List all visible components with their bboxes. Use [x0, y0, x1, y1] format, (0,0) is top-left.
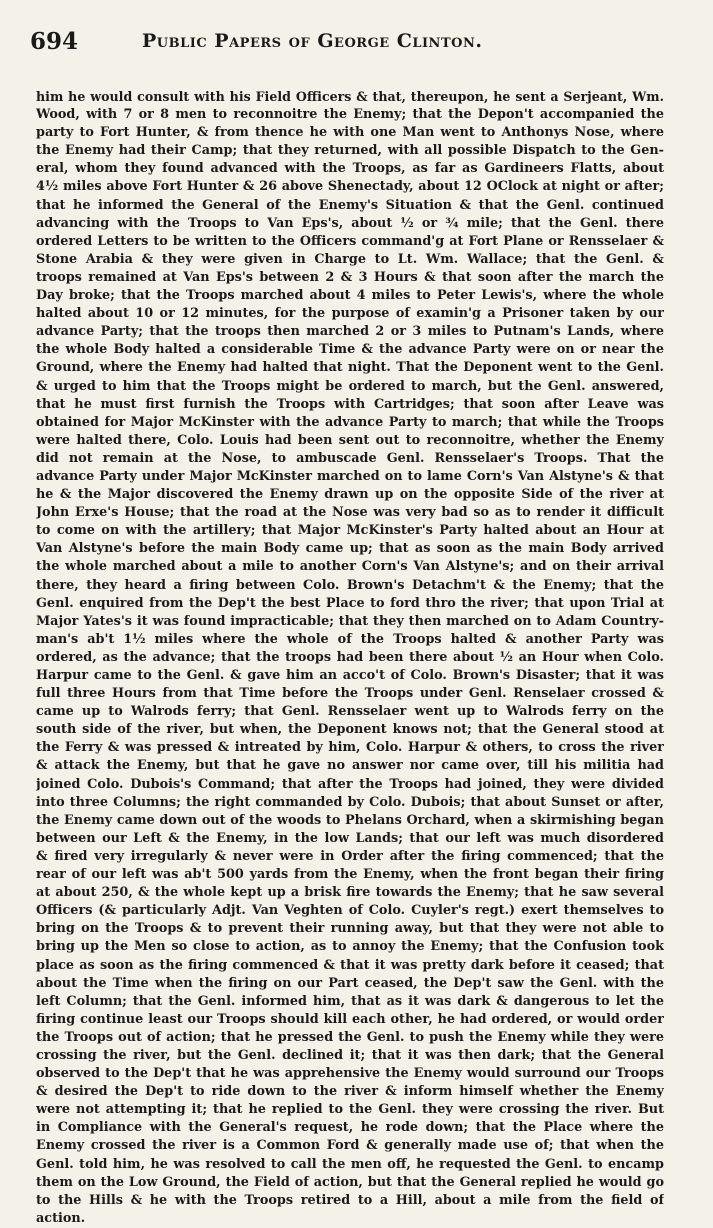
text-line: troops remained at Van Eps's between 2 & 3 Hours & that soon after the march the	[36, 269, 664, 285]
text-line: the Enemy had their Camp; that they returned, with all possible Dispatch to the Gen-	[36, 143, 664, 159]
text-line: firing continue least our Troops should kill each other, he had ordered, or would order	[36, 1011, 664, 1027]
text-line: were not attempting it; that he replied to the Genl. they were crossing the river. But	[36, 1102, 664, 1118]
text-line: the Enemy came down out of the woods to Phelans Orchard, when a skirmishing began	[36, 812, 664, 828]
text-line: halted about 10 or 12 minutes, for the purpose of examin'g a Prisoner taken by our	[36, 306, 664, 322]
text-line: ordered Letters to be written to the Officers command'g at Fort Plane or Rensselaer &	[36, 233, 664, 249]
text-line: Stone Arabia & they were given in Charge to Lt. Wm. Wallace; that the Genl. &	[36, 251, 664, 267]
text-line: advancing with the Troops to Van Eps's, about ½ or ¾ mile; that the Genl. there	[36, 215, 664, 231]
text-line: were halted there, Colo. Louis had been sent out to reconnoitre, whether the Enemy	[36, 432, 664, 448]
text-line: Day broke; that the Troops marched about 4 miles to Peter Lewis's, where the whole	[36, 288, 664, 304]
text-line: action.	[36, 1210, 86, 1226]
text-line: left Column; that the Genl. informed him, that as it was dark & dangerous to let the	[36, 993, 664, 1009]
text-line: to the Hills & he with the Troops retired to a Hill, about a mile from the field of	[36, 1192, 664, 1208]
text-line: Van Alstyne's before the main Body came up; that as soon as the main Body arrived	[36, 541, 664, 557]
text-line: there, they heard a firing between Colo. Brown's Detachm't & the Enemy; that the	[36, 577, 664, 593]
text-line: he & the Major discovered the Enemy drawn up on the opposite Side of the river at	[36, 487, 664, 503]
text-line: ordered, as the advance; that the troops had been there about ½ an Hour when Colo.	[36, 649, 664, 665]
text-line: Major Yates's it was found impracticable; that they then marched on to Adam Country-	[36, 613, 664, 629]
text-line: & attack the Enemy, but that he gave no answer nor came over, till his militia had	[36, 758, 664, 774]
running-head: Public Papers of George Clinton.	[142, 30, 483, 52]
text-line: advance Party; that the troops then marched 2 or 3 miles to Putnam's Lands, where	[36, 324, 664, 340]
text-line: the Troops out of action; that he pressed the Genl. to push the Enemy while they were	[36, 1029, 664, 1045]
text-line: him he would consult with his Field Officers & that, thereupon, he sent a Serjeant, Wm.	[36, 89, 664, 104]
text-line: man's ab't 1½ miles where the whole of the Troops halted & another Party was	[36, 631, 664, 647]
text-line: eral, whom they found advanced with the Troops, as far as Gardineers Flatts, about	[36, 161, 664, 177]
text-line: & fired very irregularly & never were in Order after the firing commenced; that the	[36, 848, 664, 864]
text-line: & desired the Dep't to ride down to the river & inform himself whether the Enemy	[36, 1084, 664, 1100]
text-line: in Compliance with the General's request, he rode down; that the Place where the	[36, 1120, 664, 1136]
page-number: 694	[30, 28, 79, 55]
text-line: that he informed the General of the Enemy's Situation & that the Genl. continued	[36, 197, 664, 213]
text-line: them on the Low Ground, the Field of action, but that the General replied he would go	[36, 1174, 664, 1190]
text-line: the Ferry & was pressed & intreated by him, Colo. Harpur & others, to cross the river	[36, 740, 664, 756]
text-line: did not remain at the Nose, to ambuscade Genl. Rensselaer's Troops. That the	[36, 450, 664, 466]
text-line: party to Fort Hunter, & from thence he with one Man went to Anthonys Nose, where	[36, 125, 664, 141]
text-line: advance Party under Major McKinster marched on to lame Corn's Van Alstyne's & that	[36, 468, 664, 484]
text-line: observed to the Dep't that he was apprehensive the Enemy would surround our Troops	[36, 1066, 664, 1082]
text-line: & urged to him that the Troops might be ordered to march, but the Genl. answered,	[36, 378, 664, 394]
body-text	[36, 88, 664, 1228]
text-line: into three Columns; the right commanded by Colo. Dubois; that about Sunset or after,	[36, 794, 664, 810]
text-line: John Erxe's House; that the road at the Nose was very bad so as to render it difficult	[36, 505, 664, 521]
text-line: that he must first furnish the Troops with Cartridges; that soon after Leave was	[36, 396, 664, 412]
text-line: full three Hours from that Time before the Troops under Genl. Renselaer crossed &	[36, 686, 664, 702]
text-line: joined Colo. Dubois's Command; that after the Troops had joined, they were divided	[36, 776, 664, 792]
text-line: bring up the Men so close to action, as to annoy the Enemy; that the Confusion took	[36, 939, 664, 955]
text-line: came up to Walrods ferry; that Genl. Rensselaer went up to Walrods ferry on the	[36, 704, 664, 720]
text-line: the whole marched about a mile to another Corn's Van Alstyne's; and on their arrival	[36, 559, 664, 575]
text-line: between our Left & the Enemy, in the low Lands; that our left was much disordered	[36, 830, 664, 846]
text-line: the whole Body halted a considerable Time & the advance Party were on or near the	[36, 342, 664, 358]
text-line: obtained for Major McKinster with the advance Party to march; that while the Troops	[36, 414, 664, 430]
page-header	[30, 28, 683, 64]
text-line: Enemy crossed the river is a Common Ford & generally made use of; that when the	[36, 1138, 664, 1154]
text-line: Harpur came to the Genl. & gave him an acco't of Colo. Brown's Disaster; that it was	[36, 668, 664, 683]
text-line: Genl. told him, he was resolved to call the men off, he requested the Genl. to encamp	[36, 1156, 664, 1172]
text-line: 4½ miles above Fort Hunter & 26 above Shenectady, about 12 OClock at night or after;	[36, 179, 664, 195]
text-line: Wood, with 7 or 8 men to reconnoitre the Enemy; that the Depon't accompanied the	[36, 107, 664, 123]
text-line: bring on the Troops & to prevent their running away, but that they were not able to	[36, 921, 664, 937]
text-line: at about 250, & the whole kept up a brisk fire towards the Enemy; that he saw several	[36, 885, 664, 901]
text-line: Officers (& particularly Adjt. Van Veghten of Colo. Cuyler's regt.) exert themselves to	[36, 903, 664, 919]
text-line: Ground, where the Enemy had halted that night. That the Deponent went to the Genl.	[36, 360, 664, 376]
text-line: rear of our left was ab't 500 yards from the Enemy, when the front began their firing	[36, 867, 664, 883]
text-line: about the Time when the firing on our Part ceased, the Dep't saw the Genl. with the	[36, 975, 664, 991]
text-line: to come on with the artillery; that Major McKinster's Party halted about an Hour at	[36, 523, 664, 539]
text-line: south side of the river, but when, the Deponent knows not; that the General stood at	[36, 722, 664, 738]
text-line: Genl. enquired from the Dep't the best Place to ford thro the river; that upon Trial at	[36, 595, 664, 611]
text-line: crossing the river, but the Genl. declined it; that it was then dark; that the General	[36, 1047, 664, 1063]
text-line: place as soon as the firing commenced & that it was pretty dark before it ceased; that	[36, 957, 664, 973]
